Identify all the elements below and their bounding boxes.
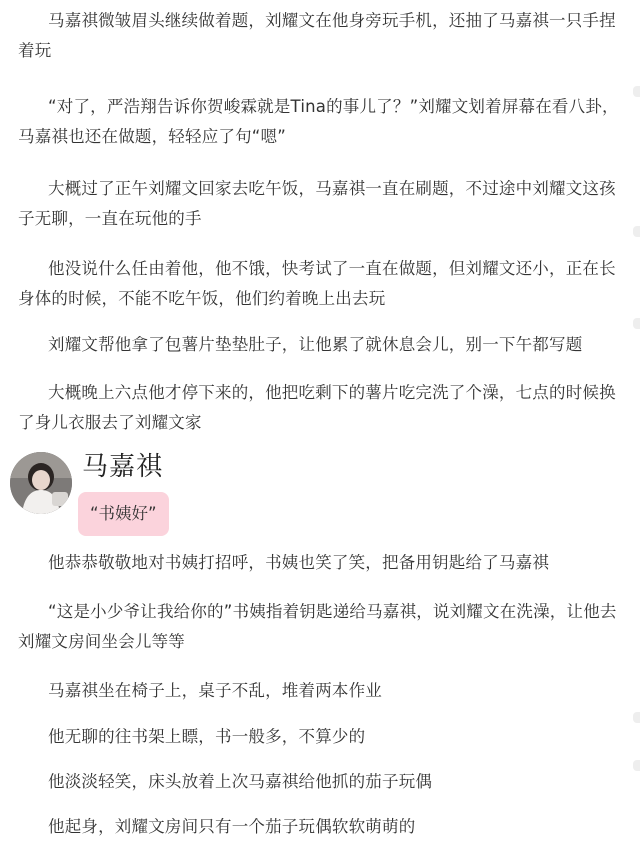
paragraph: 他恭恭敬敬地对书姨打招呼，书姨也笑了笑，把备用钥匙给了马嘉祺 <box>48 553 549 572</box>
paragraph: 他起身，刘耀文房间只有一个茄子玩偶软软萌萌的 <box>48 817 416 836</box>
speaker-name: 马嘉祺 <box>82 452 164 482</box>
scroll-marker[interactable] <box>633 760 640 771</box>
scroll-marker[interactable] <box>633 226 640 237</box>
avatar-photo-icon <box>10 452 72 514</box>
paragraph: 他没说什么任由着他，他不饿，快考试了一直在做题，但刘耀文还小，正在长身体的时候，不能不吃午饭，他们约着晚上出去玩 <box>18 259 616 308</box>
avatar[interactable] <box>10 452 72 514</box>
paragraph: 他淡淡轻笑，床头放着上次马嘉祺给他抓的茄子玩偶 <box>48 772 433 791</box>
paragraph: “对了，严浩翔告诉你贺峻霖就是Tina的事儿了？”刘耀文划着屏幕在看八卦，马嘉祺也还在做题，轻轻应了句“嗯” <box>18 97 619 146</box>
scroll-marker[interactable] <box>633 86 640 97</box>
paragraph: 大概过了正午刘耀文回家去吃午饭，马嘉祺一直在刷题，不过途中刘耀文这孩子无聊，一直在玩他的手 <box>18 179 616 228</box>
paragraph: “这是小少爷让我给你的”书姨指着钥匙递给马嘉祺，说刘耀文在洗澡，让他去刘耀文房间坐会儿等等 <box>18 602 617 651</box>
speech-bubble-text: “书姨好” <box>90 504 157 523</box>
paragraph: 刘耀文帮他拿了包薯片垫垫肚子，让他累了就休息会儿，别一下午都写题 <box>48 335 583 354</box>
paragraph: 他无聊的往书架上瞟，书一般多，不算少的 <box>48 727 366 746</box>
speech-bubble <box>78 492 169 536</box>
paragraph: 马嘉祺坐在椅子上，桌子不乱，堆着两本作业 <box>48 681 382 700</box>
scroll-marker[interactable] <box>633 712 640 723</box>
scroll-marker[interactable] <box>633 318 640 329</box>
dialogue-block <box>10 450 630 542</box>
paragraph: 马嘉祺微皱眉头继续做着题，刘耀文在他身旁玩手机，还抽了马嘉祺一只手捏着玩 <box>18 11 616 60</box>
paragraph: 大概晚上六点他才停下来的，他把吃剩下的薯片吃完洗了个澡，七点的时候换了身儿衣服去了刘耀文家 <box>18 383 616 432</box>
